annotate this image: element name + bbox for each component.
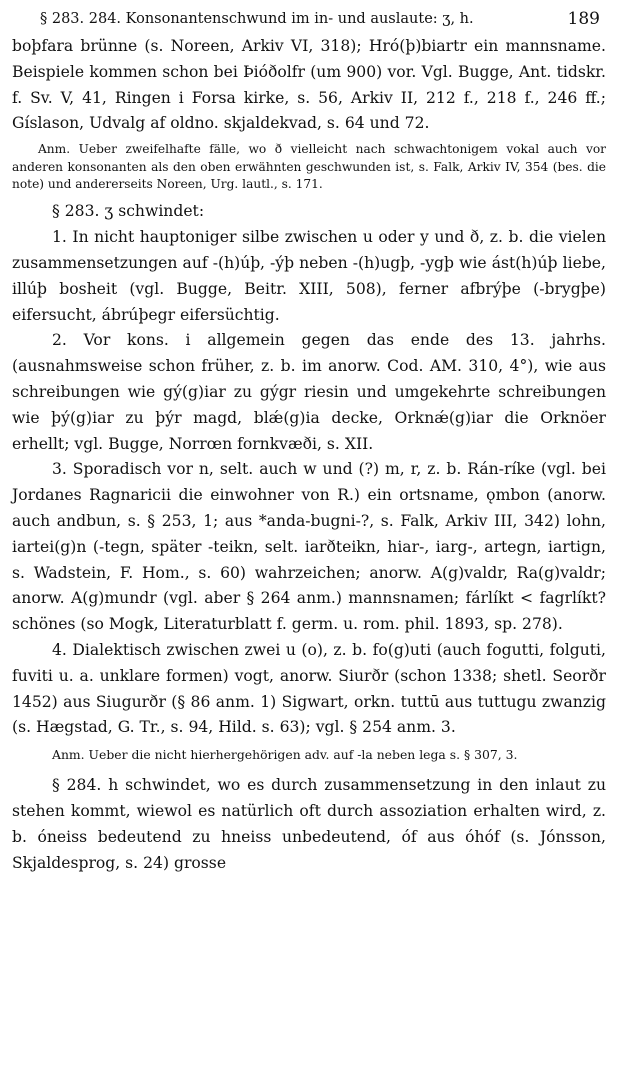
paragraph-283-4: 4. Dialektisch zwischen zwei u (o), z. b. fo(g)uti (auch fogutti, folguti, fuviti u. a. unklare formen) vogt, anorw. Siurðr (schon 1338; shetl. Seorðr 1452) aus Siugurðr (§ 86 anm. 1) Sigwart, orkn. tuttū aus tuttugu zwanzig (s. Hægstad, G. Tr., s. 94, Hild. s. 63); vgl. § 254 anm. 3. bbox=[12, 640, 606, 737]
annotation-note: Anm. Ueber zweifelhafte fälle, wo ð vielleicht nach schwachtonigem vokal auch vor anderen konsonanten als den oben erwähnten geschwunden ist, s. Falk, Arkiv IV, 354 (bes. die note) und andererseits Noreen, Urg. lautl., s. 171. bbox=[12, 142, 606, 191]
section-heading-283: § 283. ʒ schwindet: bbox=[52, 202, 205, 221]
paragraph-283-3: 3. Sporadisch vor n, selt. auch w und (?) m, r, z. b. Rán-ríke (vgl. bei Jordanes Ragnaricii die einwohner von R.) ein ortsname, ǫmbon (anorw. auch andbun, s. § 253, 1; aus *anda-bugni-?, s. Falk, Arkiv III, 342) lohn, iartei(g)n (-tegn, später -teikn, selt. iarðteikn, hiar-, iarg-, artegn, iartign, s. Wadstein, F. Hom., s. 60) wahrzeichen; anorw. A(g)valdr, Ra(g)valdr; anorw. A(g)mundr (vgl. aber § 264 anm.) mannsnamen; fárlíkt < fagrlíkt? schönes (so Mogk, Literaturblatt f. germ. u. rom. phil. 1893, sp. 278). bbox=[12, 460, 606, 634]
running-head bbox=[12, 4, 606, 34]
paragraph-continuation: boþfara brünne (s. Noreen, Arkiv VI, 318); Hró(þ)biartr ein mannsname. Beispiele kommen schon bei Þióðolfr (um 900) vor. Vgl. Bugge, Ant. tidskr. f. Sv. V, 41, Ringen i Forsa kirke, s. 56, Arkiv II, 212 f., 218 f., 246 ff.; Gíslason, Udvalg af oldno. skjaldekvad, s. 64 und 72. bbox=[12, 37, 606, 133]
paragraph-283-1: 1. In nicht hauptoniger silbe zwischen u oder y und ð, z. b. die vielen zusammensetzungen auf -(h)úþ, -ýþ neben -(h)ugþ, -ygþ wie ást(h)úþ liebe, illúþ bosheit (vgl. Bugge, Beitr. XIII, 508), ferner afbrýþe (-brygþe) eifersucht, ábrúþegr eifersüchtig. bbox=[12, 228, 606, 324]
page-number: 189 bbox=[567, 9, 600, 29]
body-text bbox=[12, 34, 606, 876]
paragraph-283-2: 2. Vor kons. i allgemein gegen das ende des 13. jahrhs. (ausnahmsweise schon früher, z. b. im anorw. Cod. AM. 310, 4°), wie aus schreibungen wie gý(g)iar zu gýgr riesin und umgekehrte schreibungen wie þý(g)iar zu þýr magd, blǽ(g)ia decke, Orknǽ(g)iar die Orknöer erhellt; vgl. Bugge, Norrœn fornkvæði, s. XII. bbox=[12, 331, 606, 453]
running-head-title: § 283. 284. Konsonantenschwund im in- und auslaute: ʒ, h. bbox=[40, 11, 474, 27]
annotation-note-2: Anm. Ueber die nicht hierhergehörigen adv. auf -la neben lega s. § 307, 3. bbox=[52, 747, 518, 763]
paragraph-284: § 284. h schwindet, wo es durch zusammensetzung in den inlaut zu stehen kommt, wiewol es natürlich oft durch assoziation erhalten wird, z. b. óneiss bedeutend zu hneiss unbedeutend, óf aus óhóf (s. Jónsson, Skjaldesprog, s. 24) grosse bbox=[12, 776, 606, 872]
